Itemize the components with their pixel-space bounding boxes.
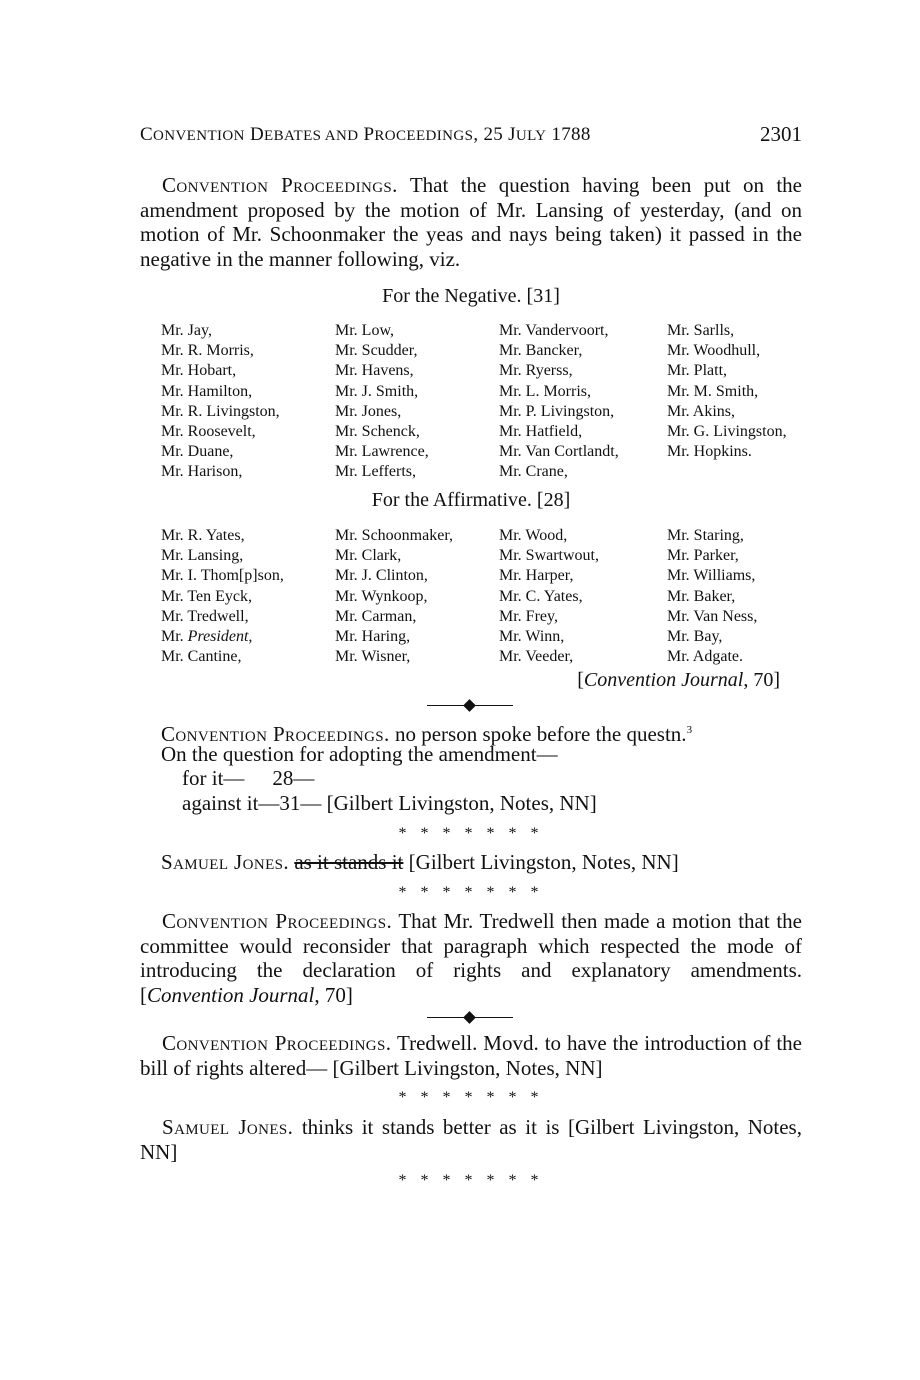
section-separator: * * * * * * *	[398, 1172, 544, 1189]
member-name: Mr. Platt,	[667, 362, 728, 380]
paragraph-text: [Gilbert Livingston, Notes, NN]	[403, 850, 679, 874]
cite-rest: , 70]	[743, 669, 780, 691]
member-name: Mr. Williams,	[667, 567, 756, 585]
member-name: Mr. G. Livingston,	[667, 423, 787, 441]
speaker-label: Samuel Jones.	[161, 850, 290, 874]
struck-text: as it stands it	[294, 850, 404, 874]
member-name: Mr. Woodhull,	[667, 342, 761, 360]
member-name: Mr. Carman,	[335, 607, 417, 625]
member-name: Mr. Jay,	[161, 322, 212, 339]
paragraph-1	[140, 173, 802, 271]
paragraph-text: Tredwell. Movd. to have the introduction of the bill of rights altered— [Gilbert Livingston, Notes, NN]	[140, 1031, 802, 1080]
member-name: Mr. Schoonmaker,	[335, 527, 454, 544]
member-name: Mr. Frey,	[499, 607, 558, 625]
section-separator: * * * * * * *	[398, 1089, 544, 1106]
member-name: Mr. Havens,	[335, 362, 414, 380]
member-name: Mr. Akins,	[667, 402, 736, 420]
section-separator: * * * * * * *	[398, 825, 544, 842]
member-name: Mr. R. Morris,	[161, 342, 254, 360]
paragraph-text: no person spoke before the questn.	[389, 722, 687, 746]
negative-column-2	[335, 321, 429, 483]
member-name: Mr. Baker,	[667, 587, 736, 605]
member-name: Mr. R. Yates,	[161, 527, 245, 544]
running-head-c: C	[140, 124, 153, 145]
member-name: Mr. Hamilton,	[161, 382, 253, 400]
member-name: Mr. Wynkoop,	[335, 587, 428, 605]
member-name: Mr. Scudder,	[335, 342, 418, 360]
paragraph-text: That Mr. Tredwell then made a motion that the committee would reconsider that paragraph which respected the mode of introducing the declaration of rights and explanatory amendments. [	[140, 909, 802, 1007]
member-name: Mr. Jones,	[335, 402, 402, 420]
member-name: Mr. Vandervoort,	[499, 322, 609, 339]
member-name: Mr. Hatfield,	[499, 423, 583, 441]
member-name: Mr. Harison,	[161, 463, 243, 481]
member-name: Mr. Staring,	[667, 527, 744, 544]
speaker-label: Convention Proceedings.	[162, 1031, 392, 1055]
member-name: Mr. Lefferts,	[335, 463, 417, 481]
vote-for-line	[182, 766, 314, 791]
running-head-roceedings: ROCEEDINGS	[374, 128, 474, 144]
cite-title: Convention Journal	[583, 669, 744, 691]
negative-column-1	[161, 321, 280, 483]
running-head-p: P	[363, 124, 375, 145]
member-name: Mr. Wood,	[499, 527, 568, 544]
speaker-label: Samuel Jones.	[162, 1115, 294, 1139]
section-ornament	[427, 700, 513, 712]
member-name: Mr. Van Cortlandt,	[499, 443, 619, 461]
paragraph-4	[140, 909, 802, 1007]
negative-heading: For the Negative. [31]	[382, 285, 560, 307]
section-ornament	[427, 1012, 513, 1024]
affirmative-column-3	[499, 526, 599, 667]
member-name: Mr. Clark,	[335, 547, 402, 565]
member-name: Mr. R. Livingston,	[161, 402, 280, 420]
vote-for-value: 28—	[272, 766, 315, 790]
vote-against-line: against it—31— [Gilbert Livingston, Notes, NN]	[182, 791, 597, 815]
running-head-date: , 25 J	[473, 124, 516, 145]
member-name: Mr. Crane,	[499, 463, 568, 481]
member-name: Mr. Haring,	[335, 628, 411, 646]
member-name: Mr. Hopkins.	[667, 443, 752, 461]
member-name: Mr. Duane,	[161, 443, 234, 461]
paragraph-5	[140, 1031, 802, 1080]
paragraph-3	[161, 850, 679, 875]
footnote-marker: 3	[686, 724, 693, 736]
affirmative-column-4	[667, 526, 757, 667]
vote-for-label: for it—	[182, 766, 245, 790]
member-name: Mr. Parker,	[667, 547, 739, 565]
member-name: Mr. Harper,	[499, 567, 574, 585]
member-name: Mr. President,	[161, 628, 253, 646]
member-name: Mr. I. Thom[p]son,	[161, 567, 284, 585]
affirmative-column-1	[161, 526, 284, 667]
affirmative-column-2	[335, 526, 453, 667]
paragraph-text: That the question having been put on the amendment proposed by the motion of Mr. Lansing of yesterday, (and on motion of Mr. Schoonmaker the yeas and nays being taken) it passed in the negative in the manner following, viz.	[140, 173, 802, 271]
running-head-month: ULY	[515, 128, 547, 144]
paragraph-text: thinks it stands better as it is [Gilbert Livingston, Notes, NN]	[140, 1115, 802, 1164]
member-name: Mr. Sarlls,	[667, 322, 735, 339]
member-name: Mr. Swartwout,	[499, 547, 599, 565]
member-name: Mr. Ryerss,	[499, 362, 573, 380]
member-name: Mr. Van Ness,	[667, 607, 758, 625]
member-name: Mr. Lansing,	[161, 547, 244, 565]
negative-column-3	[499, 321, 619, 483]
president-title: President,	[187, 628, 253, 646]
member-name: Mr. Schenck,	[335, 423, 420, 441]
running-head-ebates: EBATES AND	[264, 128, 359, 144]
cite-rest: , 70]	[314, 982, 353, 1007]
paragraph-6	[140, 1115, 802, 1164]
affirmative-heading: For the Affirmative. [28]	[371, 489, 571, 511]
member-name: Mr. Lawrence,	[335, 443, 429, 461]
speaker-label: Convention Proceedings.	[161, 722, 390, 746]
member-name: Mr. Wisner,	[335, 648, 411, 666]
paragraph-2-line-2: On the question for adopting the amendment—	[161, 742, 558, 766]
member-name: Mr. Hobart,	[161, 362, 237, 380]
section-separator: * * * * * * *	[398, 884, 544, 901]
member-name: Mr. P. Livingston,	[499, 402, 615, 420]
cite-open: [	[577, 669, 584, 691]
member-name: Mr. Bancker,	[499, 342, 583, 360]
citation-convention-journal	[577, 669, 780, 692]
running-head-d: D	[249, 124, 264, 145]
member-name: Mr. Bay,	[667, 628, 723, 646]
member-name: Mr. M. Smith,	[667, 382, 759, 400]
running-head-onvention: ONVENTION	[152, 128, 245, 144]
page-number: 2301	[760, 122, 802, 146]
member-name: Mr. Roosevelt,	[161, 423, 256, 441]
member-name: Mr. J. Clinton,	[335, 567, 428, 585]
member-name: Mr. C. Yates,	[499, 587, 583, 605]
member-name: Mr. Tredwell,	[161, 607, 249, 625]
member-name: Mr. Ten Eyck,	[161, 587, 253, 605]
member-name: Mr. L. Morris,	[499, 382, 591, 400]
member-name: Mr. Cantine,	[161, 648, 242, 666]
member-name: Mr. Adgate.	[667, 648, 743, 666]
member-name: Mr. Low,	[335, 322, 394, 339]
cite-title: Convention Journal	[147, 982, 315, 1007]
negative-column-4	[667, 321, 787, 462]
speaker-label: Convention Proceedings.	[162, 909, 393, 933]
member-name: Mr. J. Smith,	[335, 382, 419, 400]
speaker-label: Convention Proceedings.	[162, 173, 398, 197]
member-name: Mr. Winn,	[499, 628, 565, 646]
running-head	[140, 124, 802, 146]
member-name: Mr. Veeder,	[499, 648, 574, 666]
running-head-year: 1788	[546, 124, 591, 145]
